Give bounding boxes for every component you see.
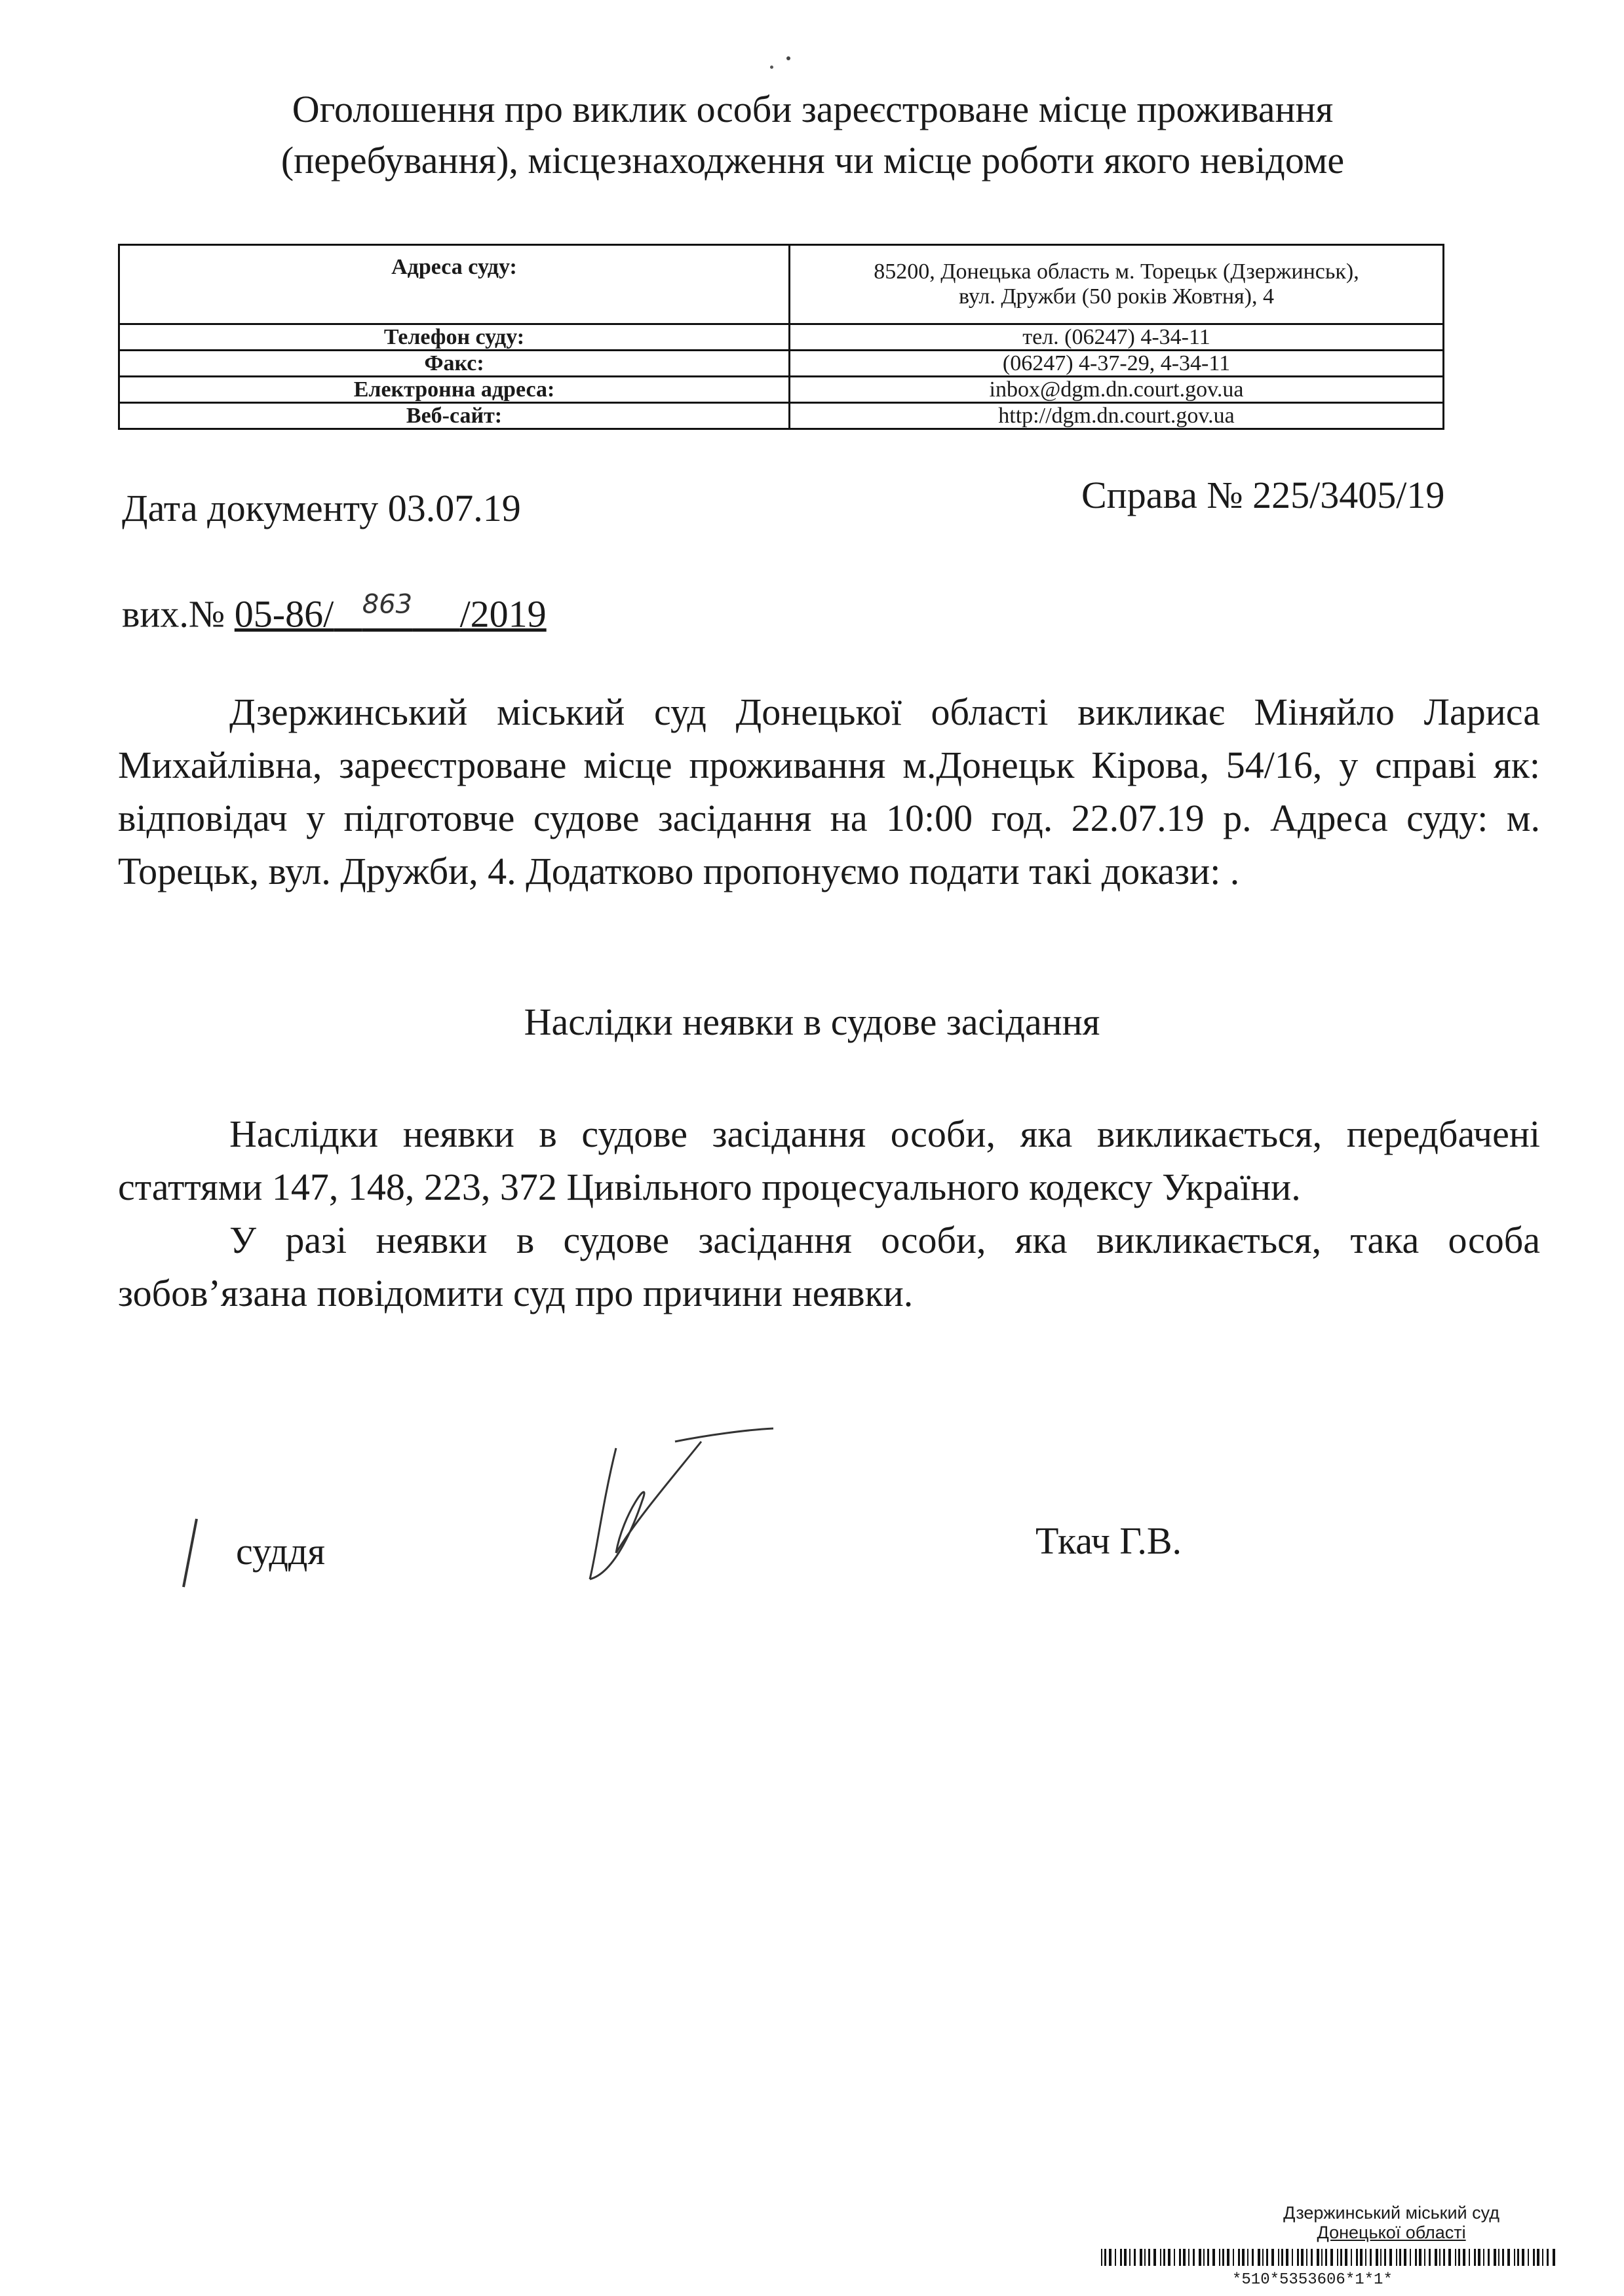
barcode-bar [1153,2249,1156,2266]
barcode-bar [1140,2249,1142,2266]
barcode-bar [1258,2249,1260,2266]
court-phone-row [119,324,1444,351]
summons-paragraph [118,685,1540,898]
barcode-bar [1124,2249,1127,2266]
barcode-bar [1306,2249,1307,2266]
barcode-bar [1242,2249,1245,2266]
barcode-bar [1439,2249,1440,2266]
consequences-paragraphs [118,1107,1540,1320]
barcode-bar [1120,2249,1122,2266]
barcode-bar [1502,2249,1504,2266]
barcode-bar [1488,2249,1490,2266]
court-website-value: http://dgm.dn.court.gov.ua [790,403,1444,429]
barcode-bar [1227,2249,1229,2266]
barcode-bar [1533,2249,1535,2266]
barcode-bar [1396,2249,1397,2266]
outgoing-number-handwritten-wrap [334,592,459,635]
barcode-bar [1168,2249,1170,2266]
barcode-bar [1443,2249,1445,2266]
barcode-bar [1483,2249,1484,2266]
barcode-bar [1222,2249,1224,2266]
obligation-text: У разі неявки в судове засідання особи, яка викликається, така особа зобов’язана повідомити суд про причини неявки. [118,1219,1540,1314]
court-email-value: inbox@dgm.dn.court.gov.ua [790,377,1444,403]
barcode-bar [1553,2249,1555,2266]
court-stamp-line1: Дзержинський міський суд [1283,2203,1499,2223]
consequences-heading: Наслідки неявки в судове засідання [524,1001,1100,1043]
outgoing-number-prefix: вих.№ [122,592,235,636]
court-address-label: Адреса суду: [119,245,790,324]
barcode-bar [1507,2249,1510,2266]
barcode-bar [1360,2249,1363,2266]
barcode-bar [1474,2249,1476,2266]
barcode-bar [1399,2249,1401,2266]
barcode-bar [1429,2249,1431,2266]
court-info-table [118,244,1444,430]
barcode-bar [1498,2249,1499,2266]
barcode-bar [1448,2249,1451,2266]
court-phone-label: Телефон суду: [119,324,790,351]
barcode-bar [1104,2249,1106,2266]
court-stamp [1283,2203,1499,2242]
barcode-bar [1376,2249,1378,2266]
barcode-bar [1148,2249,1150,2266]
case-number: Справа № 225/3405/19 [1081,474,1445,516]
barcode-bar [1380,2249,1382,2266]
barcode-bar [1469,2249,1470,2266]
court-website-label: Веб-сайт: [119,403,790,429]
barcode-bar [1174,2249,1175,2266]
barcode-bar [1542,2249,1543,2266]
barcode-bar [1247,2249,1248,2266]
barcode-bar [1207,2249,1209,2266]
barcode-bar [1478,2249,1480,2266]
court-fax-value: (06247) 4-37-29, 4-34-11 [790,351,1444,377]
outgoing-number-handwritten: 863 [362,590,413,620]
judge-name: Ткач Г.В. [1035,1520,1182,1562]
document-title [131,84,1494,186]
barcode-bar [1528,2249,1529,2266]
barcode-bar [1389,2249,1392,2266]
barcode-bar [1203,2249,1205,2266]
court-fax-label: Факс: [119,351,790,377]
outgoing-number-end: /2019 [459,592,547,636]
signature-role: суддя [236,1530,326,1573]
barcode-bar [1297,2249,1299,2266]
outgoing-number [122,590,547,636]
barcode-bar [1384,2249,1386,2266]
barcode-bar [1365,2249,1366,2266]
document-title-line1: Оголошення про виклик особи зареєстроване місце проживання [292,88,1334,130]
barcode-bar [1301,2249,1304,2266]
barcode-bar [1109,2249,1112,2266]
barcode-bar [1311,2249,1313,2266]
scan-speck [770,66,773,69]
outgoing-number-start: 05-86/ [234,592,334,636]
barcode-bar [1101,2249,1102,2266]
barcode-bar [1129,2249,1131,2266]
barcode-bar [1455,2249,1456,2266]
barcode-bar [1183,2249,1186,2266]
barcode-bar [1410,2249,1411,2266]
summons-text: Дзержинський міський суд Донецької області викликає Міняйло Лариса Михайлівна, зареєстроване місце проживання м.Донецьк Кірова, 54/16, у справі як: відповідач у підготовче судове засідання на 10:00 год. 22.07.19 р. Адреса суду: м. Торецьк, вул. Дружби, 4. Додатково пропонуємо подати такі докази: . [118,691,1540,892]
barcode-bar [1514,2249,1515,2266]
barcode-bar [1271,2249,1274,2266]
barcode-bar [1233,2249,1234,2266]
barcode-bar [1199,2249,1201,2266]
barcode-bar [1356,2249,1358,2266]
barcode-bar [1337,2249,1338,2266]
barcode-text: *510*5353606*1*1* [1232,2271,1393,2289]
barcode-bar [1219,2249,1220,2266]
barcode-bar [1415,2249,1417,2266]
barcode-bar [1238,2249,1240,2266]
court-address-line2: вул. Дружби (50 років Жовтня), 4 [959,284,1274,309]
barcode-bar [1292,2249,1293,2266]
barcode-bar [1325,2249,1327,2266]
barcode-bar [1370,2249,1372,2266]
consequences-text: Наслідки неявки в судове засідання особи, яка викликається, передбачені статтями 147, 148, 223, 372 Цивільного процесуального кодексу України. [118,1113,1540,1208]
barcode-bar [1278,2249,1279,2266]
barcode-bar [1160,2249,1161,2266]
barcode-bar [1330,2249,1333,2266]
court-address-value [790,245,1444,324]
barcode-bar [1458,2249,1460,2266]
barcode-bar [1494,2249,1496,2266]
court-fax-row [119,351,1444,377]
court-phone-value: тел. (06247) 4-34-11 [790,324,1444,351]
barcode-bar [1463,2249,1465,2266]
barcode-bar [1537,2249,1539,2266]
barcode-bar [1547,2249,1549,2266]
barcode-bar [1435,2249,1437,2266]
barcode-bar [1144,2249,1146,2266]
barcode-bar [1134,2249,1136,2266]
barcode-bar [1517,2249,1519,2266]
handwritten-signature [577,1422,786,1592]
barcode-bar [1262,2249,1264,2266]
barcode-bar [1212,2249,1215,2266]
barcode-bar [1193,2249,1195,2266]
barcode-bar [1163,2249,1165,2266]
barcode-bar [1252,2249,1254,2266]
signature-tick-mark [177,1514,210,1592]
barcode-bar [1404,2249,1406,2266]
barcode-bar [1317,2249,1319,2266]
barcode-bar [1419,2249,1421,2266]
court-website-row [119,403,1444,429]
barcode-bar [1321,2249,1323,2266]
court-stamp-line2: Донецької області [1317,2223,1466,2242]
barcode-bar [1281,2249,1283,2266]
document-title-line2: (перебування), місцезнаходження чи місце роботи якого невідоме [280,139,1345,182]
barcode-bar [1522,2249,1524,2266]
barcode-bar [1424,2249,1425,2266]
barcode-bar [1115,2249,1116,2266]
court-address-row [119,245,1444,324]
court-address-line1: 85200, Донецька область м. Торецьк (Дзержинськ), [874,259,1359,284]
barcode-bar [1351,2249,1352,2266]
barcode-bar [1286,2249,1288,2266]
barcode-bar [1345,2249,1347,2266]
court-email-row [119,377,1444,403]
barcode-bar [1179,2249,1181,2266]
document-date: Дата документу 03.07.19 [122,487,521,529]
court-email-label: Електронна адреса: [119,377,790,403]
barcode-bar [1266,2249,1268,2266]
barcode-bar [1340,2249,1342,2266]
barcode-bar [1188,2249,1189,2266]
scan-speck [786,56,790,60]
